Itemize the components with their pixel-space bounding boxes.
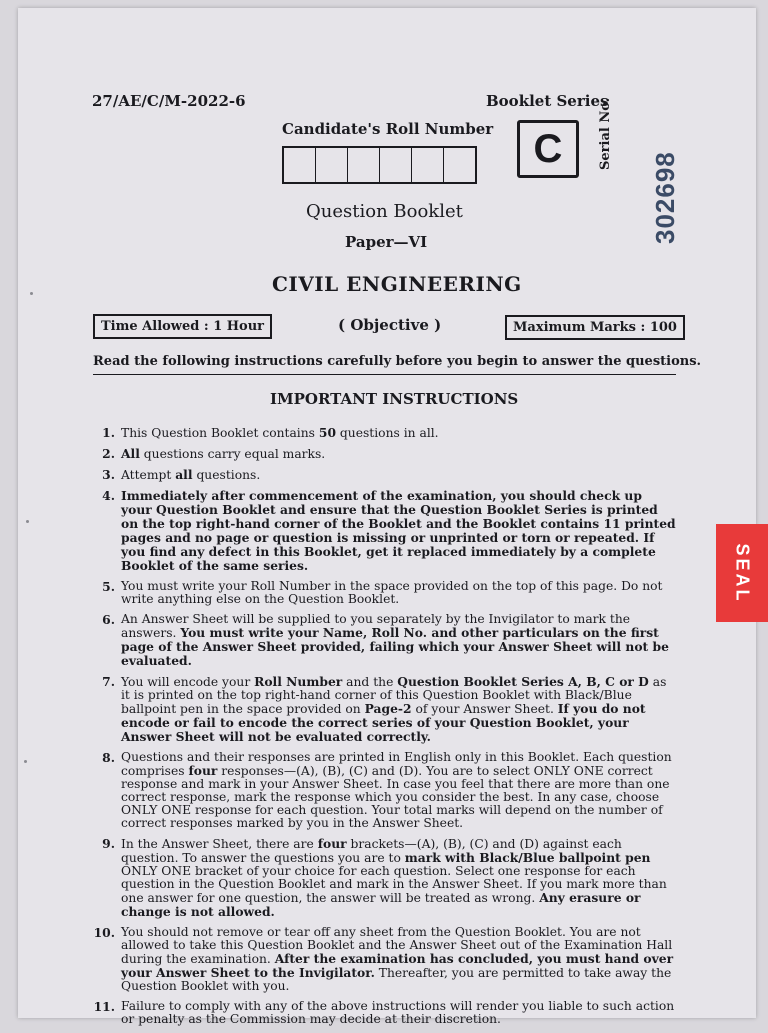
instruction-item	[93, 613, 676, 668]
instruction-item	[93, 751, 676, 830]
instruction-text: four	[188, 763, 218, 778]
instruction-text: In the Answer Sheet, there are	[121, 837, 318, 851]
roll-number-label: Candidate's Roll Number	[282, 120, 494, 138]
instruction-number: 1.	[102, 425, 115, 440]
instruction-text: brackets—(A), (B), (C) and (D) against each question. To answer the questions you are to	[121, 837, 622, 865]
instruction-text: Thereafter, you are permitted to take away the Question Booklet with you.	[121, 966, 672, 993]
instruction-text: Question Booklet Series A, B, C or D	[397, 674, 649, 689]
instructions-heading: IMPORTANT INSTRUCTIONS	[270, 390, 519, 408]
instruction-item	[93, 447, 676, 461]
instruction-number: 9.	[102, 836, 115, 851]
exam-type: ( Objective )	[338, 316, 442, 334]
instruction-text: Attempt	[121, 468, 176, 482]
seal-label: SEAL	[732, 542, 753, 604]
serial-label: Serial No.	[598, 97, 613, 170]
instruction-item	[93, 580, 676, 606]
instruction-item	[93, 1000, 676, 1026]
seal-tab[interactable]	[716, 524, 768, 622]
instruction-text: This Question Booklet contains	[121, 426, 319, 440]
roll-digit-box[interactable]	[380, 148, 412, 182]
instruction-text: Immediately after commencement of the examination, you should check up your Question Booklet and ensure that the Question Booklet Series is printed on the top right-hand corner of the Booklet and the Booklet contains 11 printed pages and no page or question is missing or unprinted or torn or repeated. If you find any defect in this Booklet, get it replaced immediately by a complete Booklet of the same series.	[121, 488, 676, 573]
instruction-text: questions in all.	[336, 426, 439, 440]
exam-code: 27/AE/C/M-2022-6	[92, 92, 246, 110]
instruction-number: 11.	[93, 999, 115, 1014]
instruction-text: responses—(A), (B), (C) and (D). You are to select ONLY ONE correct response and mark in your Answer Sheet. In case you feel that there are more than one correct response, mark the response which you consider the best. In any case, choose ONLY ONE response for each question. Your total marks will depend on the number of correct responses marked by you in the Answer Sheet.	[121, 764, 670, 830]
instruction-item	[93, 837, 676, 919]
instruction-text: Failure to comply with any of the above instructions will render you liable to such action or penalty as the Commission may decide at their discretion.	[121, 999, 675, 1026]
punch-hole-mark	[24, 760, 27, 763]
roll-digit-box[interactable]	[316, 148, 348, 182]
instruction-text: ONLY ONE bracket of your choice for each question. Select one response for each question in the Question Booklet and mark in the Answer Sheet. If you mark more than one answer for one question, the answer will be treated as wrong.	[121, 864, 667, 905]
instruction-item	[93, 489, 676, 573]
instruction-text: 50	[318, 425, 337, 440]
instruction-item	[93, 468, 676, 482]
booklet-title: Question Booklet	[306, 201, 463, 222]
divider	[93, 374, 676, 375]
punch-hole-mark	[30, 292, 33, 295]
instruction-text: Page-2	[364, 701, 412, 716]
instruction-text: questions carry equal marks.	[139, 447, 326, 461]
roll-number-boxes[interactable]	[282, 146, 477, 184]
instruction-text: four	[317, 836, 347, 851]
roll-digit-box[interactable]	[348, 148, 380, 182]
serial-number: 302698	[650, 151, 680, 244]
instruction-text: You should not remove or tear off any sheet from the Question Booklet. You are not allowed to take this Question Booklet and the Answer Sheet out of the Examination Hall during the examination.	[121, 925, 673, 966]
instruction-number: 7.	[102, 674, 115, 689]
instruction-number: 3.	[102, 467, 115, 482]
series-letter-box: C	[517, 120, 579, 178]
instruction-text: Questions and their responses are printed in English only in this Booklet. Each question comprises	[121, 750, 672, 778]
instruction-number: 6.	[102, 612, 115, 627]
instruction-text: all	[175, 467, 193, 482]
punch-hole-mark	[26, 520, 29, 523]
paper-label: Paper—VI	[345, 233, 428, 251]
maximum-marks: Maximum Marks : 100	[505, 315, 685, 340]
instruction-text: Any erasure or change is not allowed.	[121, 890, 641, 919]
booklet-series-label: Booklet Series	[486, 92, 609, 110]
instruction-number: 10.	[93, 925, 115, 940]
read-notice: Read the following instructions carefully before you begin to answer the questions.	[93, 354, 702, 369]
roll-digit-box[interactable]	[284, 148, 316, 182]
instruction-text: questions.	[192, 468, 261, 482]
instruction-text: and the	[342, 675, 398, 689]
roll-digit-box[interactable]	[412, 148, 444, 182]
instruction-text: All	[121, 446, 140, 461]
instruction-text: mark with Black/Blue ballpoint pen	[404, 850, 651, 865]
roll-digit-box[interactable]	[444, 148, 475, 182]
instruction-item	[93, 926, 676, 993]
instruction-item	[93, 675, 676, 744]
instruction-text: of your Answer Sheet.	[411, 702, 558, 716]
instruction-number: 2.	[102, 446, 115, 461]
instruction-number: 5.	[102, 579, 115, 594]
instruction-text: as it is printed on the top right-hand corner of this Question Booklet with Black/Blue ballpoint pen in the space provided on	[121, 675, 667, 716]
instruction-number: 4.	[102, 488, 115, 503]
instruction-text: You must write your Roll Number in the space provided on the top of this page. Do not write anything else on the Question Booklet.	[121, 579, 663, 606]
instruction-text: If you do not encode or fail to encode the correct series of your Question Booklet, your Answer Sheet will not be evaluated correctly.	[121, 701, 646, 744]
instruction-item	[93, 426, 676, 440]
subject-title: CIVIL ENGINEERING	[272, 272, 522, 296]
instruction-text: You must write your Name, Roll No. and other particulars on the first page of the Answer Sheet provided, failing which your Answer Sheet will not be evaluated.	[121, 625, 669, 668]
instruction-text: You will encode your	[121, 675, 255, 689]
instruction-text: Roll Number	[254, 674, 343, 689]
instructions-list	[93, 426, 676, 1033]
instruction-number: 8.	[102, 750, 115, 765]
instruction-text: An Answer Sheet will be supplied to you separately by the Invigilator to mark the answers.	[121, 612, 631, 640]
time-allowed: Time Allowed : 1 Hour	[93, 314, 272, 339]
instruction-text: After the examination has concluded, you must hand over your Answer Sheet to the Invigilator.	[121, 951, 674, 980]
